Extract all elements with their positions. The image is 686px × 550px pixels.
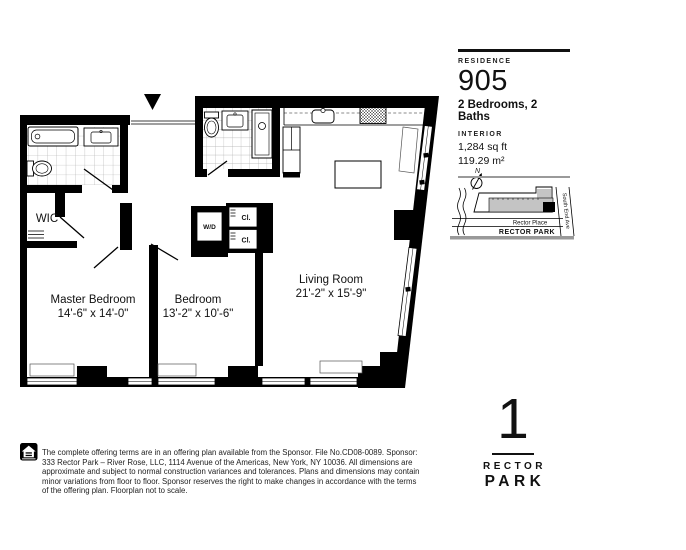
residence-number: 905	[458, 65, 508, 97]
entry-arrow-icon	[144, 94, 161, 110]
logo-number: 1	[497, 387, 529, 451]
street-label: Rector Place	[512, 220, 548, 227]
master-bedroom-label: Master Bedroom	[50, 294, 136, 306]
closet-lower-label: Cl.	[241, 237, 251, 245]
disclaimer	[42, 448, 454, 496]
top-rule	[458, 49, 570, 52]
unit-location-marker	[543, 202, 555, 212]
bedroom-label: Bedroom	[174, 294, 222, 306]
master-bedroom-dims: 14'-6" x 14'-0"	[57, 308, 129, 320]
wic-label: WIC	[35, 213, 59, 225]
logo-name-line1: RECTOR	[482, 460, 547, 472]
living-room-label: Living Room	[299, 274, 363, 286]
logo-rule	[492, 453, 534, 455]
disclaimer-line: of the offering plan. Floorplan not to scale.	[42, 486, 188, 496]
site-map	[450, 168, 574, 240]
avenue-label: South End Ave	[560, 192, 571, 230]
second-bathroom	[203, 108, 272, 169]
bedroom-dims: 13'-2" x 10'-6"	[162, 308, 234, 320]
stove	[360, 108, 386, 124]
disclaimer-line: minor variations from floor to floor. Sponsor reserves the right to make changes in accordance with the terms	[42, 476, 417, 486]
residence-label: RESIDENCE	[458, 58, 512, 65]
area-sqm: 119.29 m²	[458, 155, 505, 168]
park-label: RECTOR PARK	[498, 229, 556, 236]
logo-name-line2: PARK	[484, 472, 546, 490]
disclaimer-line: 333 Rector Park – River Rose, LLC, 1114 Avenue of the Americas, New York, NY 10036. All dimensions are	[42, 457, 413, 467]
north-label: N	[474, 168, 481, 175]
water-edge	[458, 188, 467, 235]
closet-upper-label: Cl.	[241, 215, 251, 222]
toilet	[205, 112, 219, 118]
divider-rule	[458, 176, 570, 178]
wic-shelves	[28, 231, 44, 238]
residence-info-panel	[458, 49, 570, 178]
interior-label: INTERIOR	[458, 131, 503, 138]
living-room-dims: 21'-2" x 15'-9"	[295, 288, 367, 300]
wd-label: W/D	[203, 224, 216, 231]
disclaimer-line: approximate and subject to normal construction variances and tolerances. Plans and dimensions may contain	[42, 467, 420, 477]
master-bathroom	[27, 127, 120, 185]
equal-housing-icon	[20, 443, 38, 461]
park-edge	[450, 236, 574, 240]
disclaimer-line: The complete offering terms are in an offering plan available from the Sponsor. File No.CD08-0089. Sponsor:	[42, 448, 418, 457]
entry-opening	[131, 121, 197, 124]
rector-park-logo	[478, 387, 548, 491]
kitchen-island	[335, 161, 381, 188]
bed-bath-count: 2 Bedrooms, 2 Baths	[458, 99, 538, 123]
area-sqft: 1,284 sq ft	[458, 141, 508, 153]
